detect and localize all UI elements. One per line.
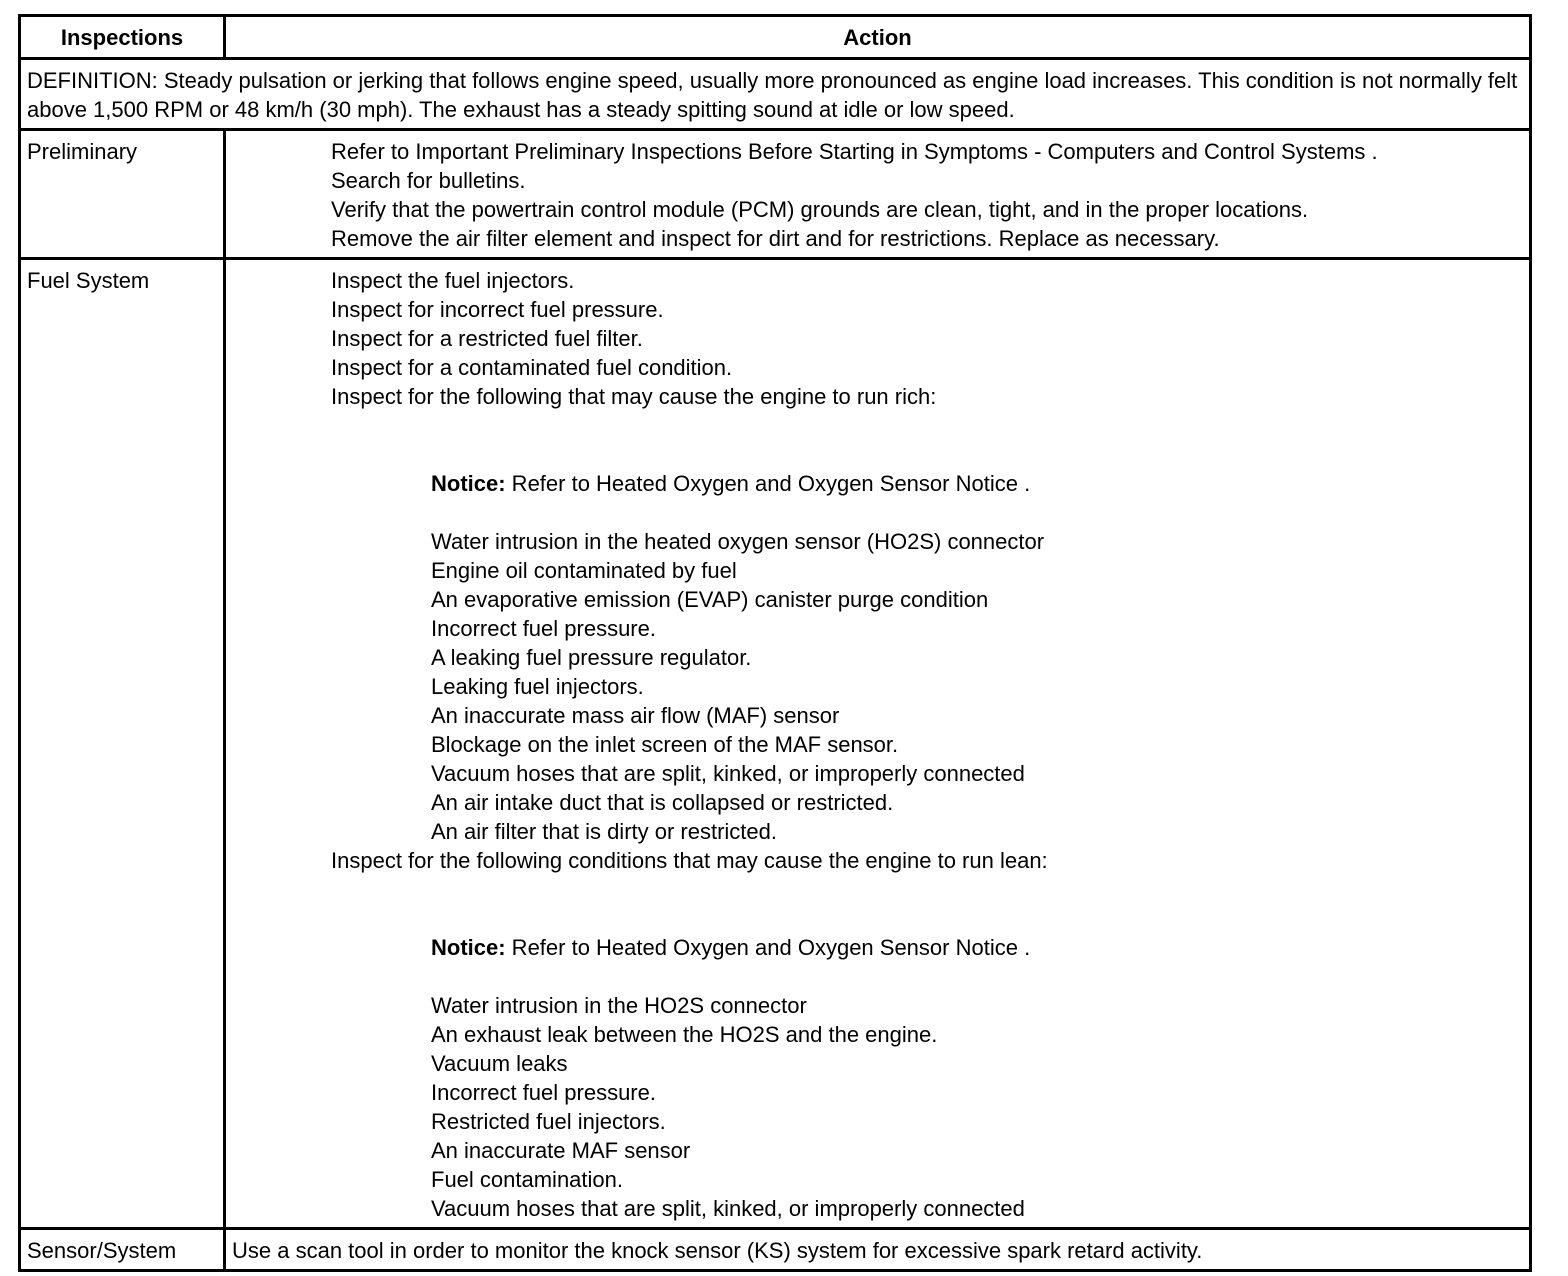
rich-item: An air intake duct that is collapsed or restricted. xyxy=(431,790,894,815)
header-action: Action xyxy=(225,16,1531,59)
rich-item: Blockage on the inlet screen of the MAF sensor. xyxy=(431,732,899,757)
lean-intro: Inspect for the following conditions that may cause the engine to run lean: xyxy=(331,848,1048,873)
fuel-system-actions xyxy=(225,259,1531,1229)
preliminary-line: Remove the air filter element and inspect for dirt and for restrictions. Replace as necessary. xyxy=(331,226,1220,251)
sensor-system-row xyxy=(20,1229,1531,1271)
fuel-line: Inspect the fuel injectors. xyxy=(331,268,575,293)
rich-item: Leaking fuel injectors. xyxy=(431,674,644,699)
lean-item: Water intrusion in the HO2S connector xyxy=(431,993,807,1018)
fuel-line: Inspect for the following that may cause the engine to run rich: xyxy=(331,384,937,409)
rich-item: An inaccurate mass air flow (MAF) sensor xyxy=(431,703,840,728)
preliminary-line: Refer to Important Preliminary Inspections Before Starting in Symptoms - Computers and Control Systems . xyxy=(331,139,1378,164)
lean-item: Vacuum hoses that are split, kinked, or improperly connected xyxy=(431,1196,1025,1221)
preliminary-actions xyxy=(225,130,1531,259)
fuel-system-label: Fuel System xyxy=(20,259,225,1229)
notice-label: Notice: xyxy=(431,471,506,496)
rich-conditions xyxy=(331,411,1529,846)
preliminary-row xyxy=(20,130,1531,259)
fuel-system-row xyxy=(20,259,1531,1229)
preliminary-line: Verify that the powertrain control module (PCM) grounds are clean, tight, and in the proper locations. xyxy=(331,197,1309,222)
fuel-line: Inspect for a contaminated fuel condition. xyxy=(331,355,733,380)
lean-conditions xyxy=(331,875,1529,1223)
header-inspections: Inspections xyxy=(20,16,225,59)
notice-label: Notice: xyxy=(431,935,506,960)
sensor-system-label: Sensor/System xyxy=(20,1229,225,1271)
lean-item: Vacuum leaks xyxy=(431,1051,568,1076)
preliminary-label: Preliminary xyxy=(20,130,225,259)
rich-notice xyxy=(431,469,1529,498)
header-row xyxy=(20,16,1531,59)
rich-item: Water intrusion in the heated oxygen sensor (HO2S) connector xyxy=(431,529,1045,554)
lean-item: Fuel contamination. xyxy=(431,1167,623,1192)
rich-item: Engine oil contaminated by fuel xyxy=(431,558,737,583)
rich-item: A leaking fuel pressure regulator. xyxy=(431,645,752,670)
fuel-line: Inspect for a restricted fuel filter. xyxy=(331,326,643,351)
notice-text: Refer to Heated Oxygen and Oxygen Sensor Notice . xyxy=(505,471,1031,496)
preliminary-line: Search for bulletins. xyxy=(331,168,526,193)
fuel-line: Inspect for incorrect fuel pressure. xyxy=(331,297,664,322)
lean-notice xyxy=(431,933,1529,962)
rich-item: Incorrect fuel pressure. xyxy=(431,616,656,641)
lean-item: Incorrect fuel pressure. xyxy=(431,1080,656,1105)
inspection-table xyxy=(18,14,1532,1272)
definition-row xyxy=(20,59,1531,130)
rich-item: An air filter that is dirty or restricted. xyxy=(431,819,777,844)
rich-item: An evaporative emission (EVAP) canister purge condition xyxy=(431,587,989,612)
lean-item: Restricted fuel injectors. xyxy=(431,1109,666,1134)
sensor-system-action: Use a scan tool in order to monitor the knock sensor (KS) system for excessive spark retard activity. xyxy=(225,1229,1531,1271)
lean-item: An exhaust leak between the HO2S and the engine. xyxy=(431,1022,938,1047)
lean-item: An inaccurate MAF sensor xyxy=(431,1138,691,1163)
notice-text: Refer to Heated Oxygen and Oxygen Sensor Notice . xyxy=(505,935,1031,960)
rich-item: Vacuum hoses that are split, kinked, or improperly connected xyxy=(431,761,1025,786)
definition-text: DEFINITION: Steady pulsation or jerking that follows engine speed, usually more pronounced as engine load increases. This condition is not normally felt above 1,500 RPM or 48 km/h (30 mph). The exhaust has a steady spitting sound at idle or low speed. xyxy=(20,59,1531,130)
